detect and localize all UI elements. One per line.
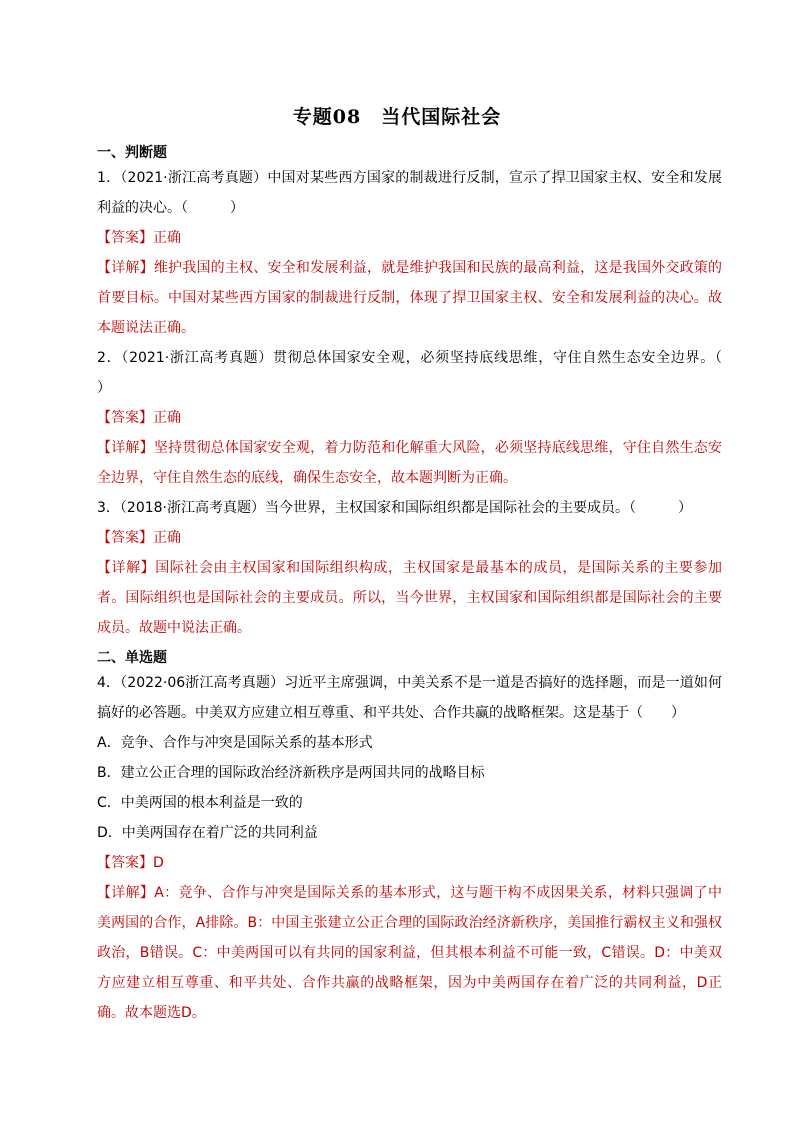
question-3-answer xyxy=(97,523,722,553)
answer-tag: 【答案】 xyxy=(97,855,153,871)
detail-text: 国际社会由主权国家和国际组织构成，主权国家是最基本的成员，是国际关系的主要参加者。国际组织也是国际社会的主要成员。所以，当今世界，主权国家和国际组织都是国际社会的主要成员。故题中说法正确。 xyxy=(97,560,723,636)
question-3-text: 3．（2018·浙江高考真题）当今世界，主权国家和国际组织都是国际社会的主要成员。（ ） xyxy=(97,500,692,516)
page-title: 专题08 当代国际社会 xyxy=(292,106,502,128)
answer-value: D xyxy=(153,855,164,871)
question-2-text: 2．（2021·浙江高考真题）贯彻总体国家安全观，必须坚持底线思维，守住自然生态安全边界。（ ） xyxy=(97,350,750,396)
question-4-text: 4．（2022·06浙江高考真题）习近平主席强调，中美关系不是一道是否搞好的选择题，而是一道如何搞好的必答题。中美双方应建立相互尊重、和平共处、合作共赢的战略框架。这是基于（ ） xyxy=(97,675,722,721)
question-3-detail xyxy=(97,553,722,643)
document-body xyxy=(97,143,750,1028)
option-c: C．中美两国的根本利益是一致的 xyxy=(97,795,303,811)
answer-tag: 【答案】 xyxy=(97,230,153,246)
answer-tag: 【答案】 xyxy=(97,410,153,426)
answer-value: 正确 xyxy=(153,530,181,546)
answer-tag: 【答案】 xyxy=(97,530,153,546)
option-d: D．中美两国存在着广泛的共同利益 xyxy=(97,825,318,841)
detail-text: 坚持贯彻总体国家安全观，着力防范和化解重大风险，必须坚持底线思维，守住自然生态安全边界，守住自然生态的底线，确保生态安全，故本题判断为正确。 xyxy=(97,440,723,486)
question-2-detail xyxy=(97,433,722,493)
question-1-text: 1．（2021·浙江高考真题）中国对某些西方国家的制裁进行反制，宣示了捍卫国家主权、安全和发展利益的决心。（ ） xyxy=(97,170,722,216)
detail-tag: 【详解】 xyxy=(97,560,156,576)
detail-text: A：竞争、合作与冲突是国际关系的基本形式，这与题干构不成因果关系，材料只强调了中美两国的合作，A排除。B：中国主张建立公正合理的国际政治经济新秩序，美国推行霸权主义和强权政治，B错误。C：中美两国可以有共同的国家利益，但其根本利益不可能一致，C错误。D：中美双方应建立相互尊重、和平共处、合作共赢的战略框架，因为中美两国存在着广泛的共同利益，D正确。故本题选D。 xyxy=(97,885,722,1021)
detail-text: 维护我国的主权、安全和发展利益，就是维护我国和民族的最高利益，这是我国外交政策的首要目标。中国对某些西方国家的制裁进行反制，体现了捍卫国家主权、安全和发展利益的决心。故本题说法正确。 xyxy=(97,260,723,336)
detail-tag: 【详解】 xyxy=(97,260,154,276)
answer-value: 正确 xyxy=(153,410,181,426)
question-4-answer xyxy=(97,848,722,878)
section-heading-judge: 一、判断题 xyxy=(97,145,167,161)
question-1-detail xyxy=(97,253,722,343)
option-a: A．竞争、合作与冲突是国际关系的基本形式 xyxy=(97,735,373,751)
answer-value: 正确 xyxy=(153,230,181,246)
question-1-answer xyxy=(97,223,722,253)
question-2-answer xyxy=(97,403,722,433)
detail-tag: 【详解】 xyxy=(97,885,155,901)
detail-tag: 【详解】 xyxy=(97,440,154,456)
section-heading-single: 二、单选题 xyxy=(97,650,167,666)
question-4-detail xyxy=(97,878,722,1028)
option-b: B．建立公正合理的国际政治经济新秩序是两国共同的战略目标 xyxy=(97,765,485,781)
